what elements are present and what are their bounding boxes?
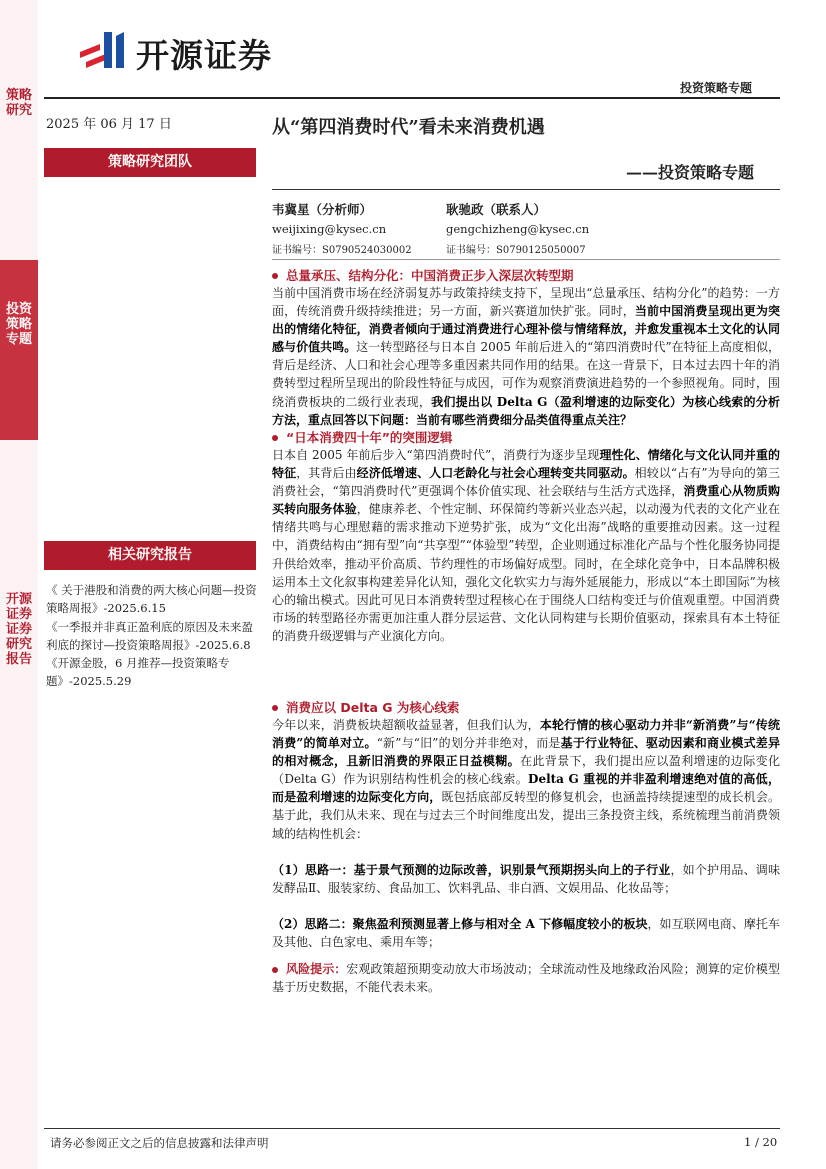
analyst-1-cert: 证书编号：S0790524030002 [272,245,412,256]
bold-run: （2）思路二：聚焦盈利预测显著上修与相对全 A 下修幅度较小的板块 [272,917,648,931]
related-list [46,581,260,691]
bold-run: 理性化、情绪化与文化认同并重的特征 [272,448,780,481]
bullet-icon [272,705,278,711]
risk-text: 宏观政策超预期变动放大市场波动；全球流动性及地缘政治风险；测算的定价模型基于历史数据，不能代表未来。 [272,962,780,995]
sidebar-bottom-band [0,440,38,1169]
header-tag: 投资策略专题 [680,81,753,95]
risk-note [272,960,780,996]
analyst-1-email[interactable]: weijixing@kysec.cn [272,222,387,236]
text-run: “新”与“旧”的划分并非绝对，而是 [376,736,561,751]
bullet-icon [272,967,278,973]
text-run: 在此背景下，我们提出应以盈利增速的边际变化（Delta G）作为识别结构性机会的核心线索。 [272,754,780,787]
bold-run: 我们提出以 Delta G（盈利增速的边际变化）为核心线索的分析方法，重点回答以下问题：当前有哪些消费细分品类值得重点关注？ [272,394,780,427]
related-header: 相关研究报告 [44,541,256,570]
bold-run: 经济低增速、人口老龄化与社会心理转变共同驱动。 [356,466,635,481]
bullet-icon [272,273,278,279]
analyst-1-name: 韦冀星（分析师） [272,202,373,217]
risk-label: 风险提示： [286,962,347,976]
text-run: ，其背后由 [296,466,357,481]
bold-run: 本轮行情的核心驱动力并非“新消费”与“传统消费”的简单对立。 [272,718,780,751]
text-run: 相较以“占有”为导向的第三消费社会，“第四消费时代”更强调个体价值实现、社会联结与生活方式选择， [272,466,780,499]
related-item[interactable]: 《 关于港股和消费的两大核心问题—投资策略周报》-2025.6.15 [46,583,257,616]
sidebar-top-band [0,0,38,260]
text-run: 既包括底部反转型的修复机会，也涵盖持续提速型的成长机会。基于此，我们从未来、现在与过去三个时间维度出发，提出三条投资主线，系统梳理当前消费领域的结构性机会： [272,790,780,841]
text-run: 当前中国消费市场在经济弱复苏与政策持续支持下，呈现出“总量承压、结构分化”的趋势：一方面，传统消费升级持续推进；另一方面，新兴赛道加快扩张。同时， [272,286,780,319]
text-run: ，如个护用品、调味发酵品Ⅱ、服装家纺、食品加工、饮料乳品、非白酒、文娱用品、化妆品等； [272,863,780,896]
text-run: 日本自 2005 年前后步入“第四消费时代”，消费行为逐步呈现 [272,448,600,462]
text-run: ，如互联网电商、摩托车及其他、白色家电、乘用车等； [272,917,780,950]
text-run: ，健康养老、个性定制、环保简约等新兴业态兴起，以动漫为代表的文化产业在情绪共鸣与心理慰藉的需求推动下逆势扩张，成为“文化出海”战略的重要推动因素。这一过程中，消费结构由“拥有型”向“共享型”“体验型”转型，企业则通过标准化产品与个性化服务协同提升供给效率，推动平价高质、节约理性的市场偏好成型。同时，在全球化竞争中，日本品牌积极运用本土文化叙事构建差异化认知，强化文化软实力与海外延展能力，形成以“本土即国际”为核心的输出模式。因此可见日本消费转型过程核心在于围绕人口结构变迁与价值观重塑。中国消费市场的转型路径亦需更加注重人群分层运营、文化认同构建与长期价值驱动，探索具有本土特征的消费升级逻辑与产业演化方向。 [272,502,780,643]
section-1-body [272,284,780,429]
footer-disclaimer: 请务必参阅正文之后的信息披露和法律声明 [50,1136,269,1150]
related-item[interactable]: 《一季报并非真正盈利底的原因及未来盈利底的探讨—投资策略周报》-2025.6.8 [46,619,253,652]
text-run: 这一转型路径与日本自 2005 年前后进入的“第四消费时代”在特征上高度相似，背后是经济、人口和社会心理等多重因素共同作用的结果。在这一背景下，日本过去四十年的消费转型过程所呈现出的阶段性特征与成因，可作为观察消费演进趋势的一个参照视角。同时，围绕消费板块的二级行业表现， [272,340,780,409]
sidebar-mid-band [0,260,38,440]
sidebar-label-middle: 投资策略专题 [5,302,32,347]
section-3-point-2 [272,915,780,951]
bullet-icon [272,435,278,441]
analyst-rule [272,259,780,260]
section-3-point-1 [272,861,780,897]
header-rule [44,97,780,99]
section-2-body [272,446,780,645]
related-item[interactable]: 《开源金股，6 月推荐—投资策略专题》-2025.5.29 [46,656,230,689]
title-rule [272,189,780,190]
section-3-title [272,698,459,716]
sidebar-label-bottom: 开源证券 证券研究报告 [5,592,32,667]
bold-run: 消费重心从物质购买转向服务体验 [272,484,780,517]
page-subtitle: ——投资策略专题 [626,163,755,182]
section-1-title [272,266,574,284]
report-date: 2025 年 06 月 17 日 [46,117,172,132]
section-2-title-text: “日本消费四十年”的突围逻辑 [286,430,453,445]
text-run: 今年以来，消费板块超额收益显著，但我们认为， [272,718,540,732]
page-number: 1 / 20 [744,1135,778,1149]
analyst-2-email[interactable]: gengchizheng@kysec.cn [446,222,590,236]
brand-name: 开源证券 [136,36,272,75]
team-header: 策略研究团队 [44,148,256,177]
brand-logo-icon [78,30,130,70]
section-2-title [272,428,452,446]
bold-run: Delta G 重视的并非盈利增速绝对值的高低，而是盈利增速的边际变化方向， [272,772,780,805]
bold-run: 当前中国消费呈现出更为突出的情绪化特征，消费者倾向于通过消费进行心理补偿与情绪释放，并愈发重视本土文化的认同感与价值共鸣。 [272,304,780,355]
page-title: 从“第四消费时代”看未来消费机遇 [272,117,545,138]
sidebar-label-top: 策略研究 [5,88,32,118]
bold-run: （1）思路一：基于景气预测的边际改善，识别景气预期拐头向上的子行业 [272,863,671,877]
section-3-title-text: 消费应以 Delta G 为核心线索 [286,700,460,715]
section-3-body [272,716,780,843]
footer-rule [44,1128,780,1129]
bold-run: 基于行业特征、驱动因素和商业模式差异的相对概念，且新旧消费的界限正日益模糊。 [272,736,780,769]
analyst-2-name: 耿驰政（联系人） [446,202,547,217]
analyst-2-cert: 证书编号：S0790125050007 [446,245,586,256]
section-1-title-text: 总量承压、结构分化：中国消费正步入深层次转型期 [286,268,574,283]
